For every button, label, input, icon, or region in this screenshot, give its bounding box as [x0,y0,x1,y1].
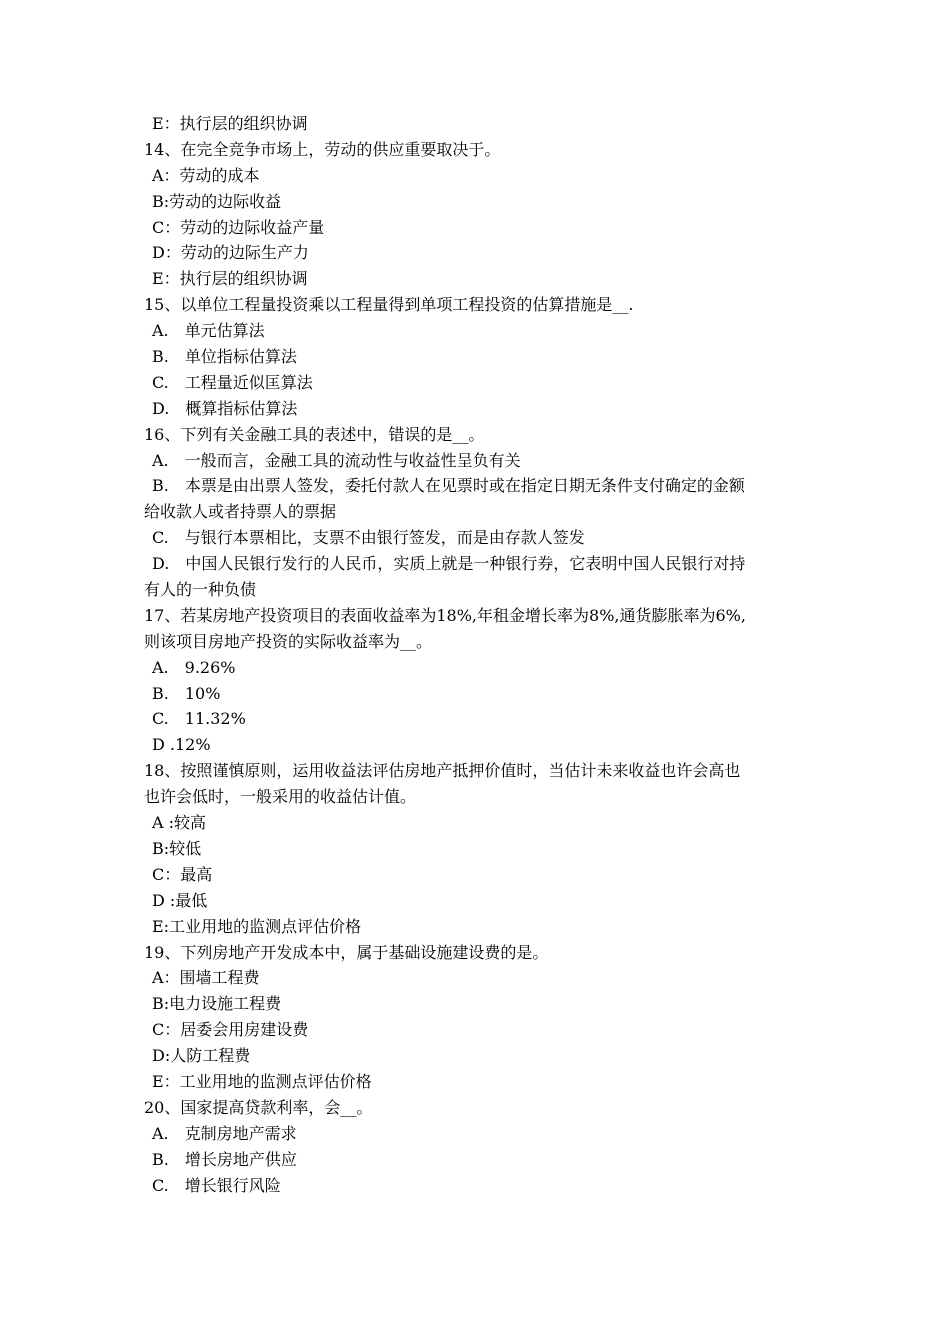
question-line: 16、下列有关金融工具的表述中，错误的是__。 [144,424,485,444]
option-line: B:电力设施工程费 [152,994,282,1014]
option-line: D：劳动的边际生产力 [152,243,309,263]
option-line: C：最高 [152,864,213,884]
option-line: E:工业用地的监测点评估价格 [152,916,362,936]
question-line: 20、国家提高贷款利率，会__。 [144,1097,373,1117]
question-line: 19、下列房地产开发成本中，属于基础设施建设费的是。 [144,942,549,962]
continuation-line: 则该项目房地产投资的实际收益率为__。 [144,631,433,651]
option-line: E：执行层的组织协调 [152,114,308,133]
option-line: D .12% [152,735,211,755]
option-line: C. 工程量近似匡算法 [152,372,313,392]
option-line: A. 单元估算法 [152,321,265,341]
option-line: A. 克制房地产需求 [152,1123,297,1143]
question-line: 18、按照谨慎原则，运用收益法评估房地产抵押价值时，当估计未来收益也许会高也 [144,761,741,781]
option-line: A：围墙工程费 [152,968,260,988]
option-line: D. 中国人民银行发行的人民币，实质上就是一种银行券，它表明中国人民银行对持 [152,554,746,574]
option-line: B:较低 [152,838,202,858]
option-line: A. 9.26% [152,657,236,677]
continuation-line: 有人的一种负债 [144,580,257,600]
option-line: E：工业用地的监测点评估价格 [152,1071,372,1091]
option-line: D:人防工程费 [152,1046,251,1066]
option-line: B. 增长房地产供应 [152,1149,297,1169]
continuation-line: 给收款人或者持票人的票据 [144,502,337,522]
option-line: A：劳动的成本 [152,165,260,185]
option-line: D :最低 [152,890,208,910]
option-line: C. 与银行本票相比，支票不由银行签发，而是由存款人签发 [152,528,585,548]
option-line: C. 11.32% [152,709,246,729]
option-line: E：执行层的组织协调 [152,269,308,289]
continuation-line: 也许会低时，一般采用的收益估计值。 [144,787,417,807]
option-line: B. 10% [152,683,221,703]
option-line: A :较高 [152,813,207,833]
option-line: D. 概算指标估算法 [152,398,298,418]
document-body [144,111,824,1198]
option-line: C：劳动的边际收益产量 [152,217,325,237]
question-line: 14、在完全竞争市场上，劳动的供应重要取决于。 [144,139,501,159]
option-line: A. 一般而言，金融工具的流动性与收益性呈负有关 [152,450,521,470]
option-line: B:劳动的边际收益 [152,191,282,211]
option-line: B. 单位指标估算法 [152,347,297,367]
question-line: 15、以单位工程量投资乘以工程量得到单项工程投资的估算措施是__. [144,295,634,315]
question-line: 17、若某房地产投资项目的表面收益率为18%,年租金增长率为8%,通货膨胀率为6%, [144,605,746,625]
option-line: C：居委会用房建设费 [152,1020,309,1040]
option-line: B. 本票是由出票人签发，委托付款人在见票时或在指定日期无条件支付确定的金额 [152,476,745,496]
option-line: C. 增长银行风险 [152,1175,281,1195]
